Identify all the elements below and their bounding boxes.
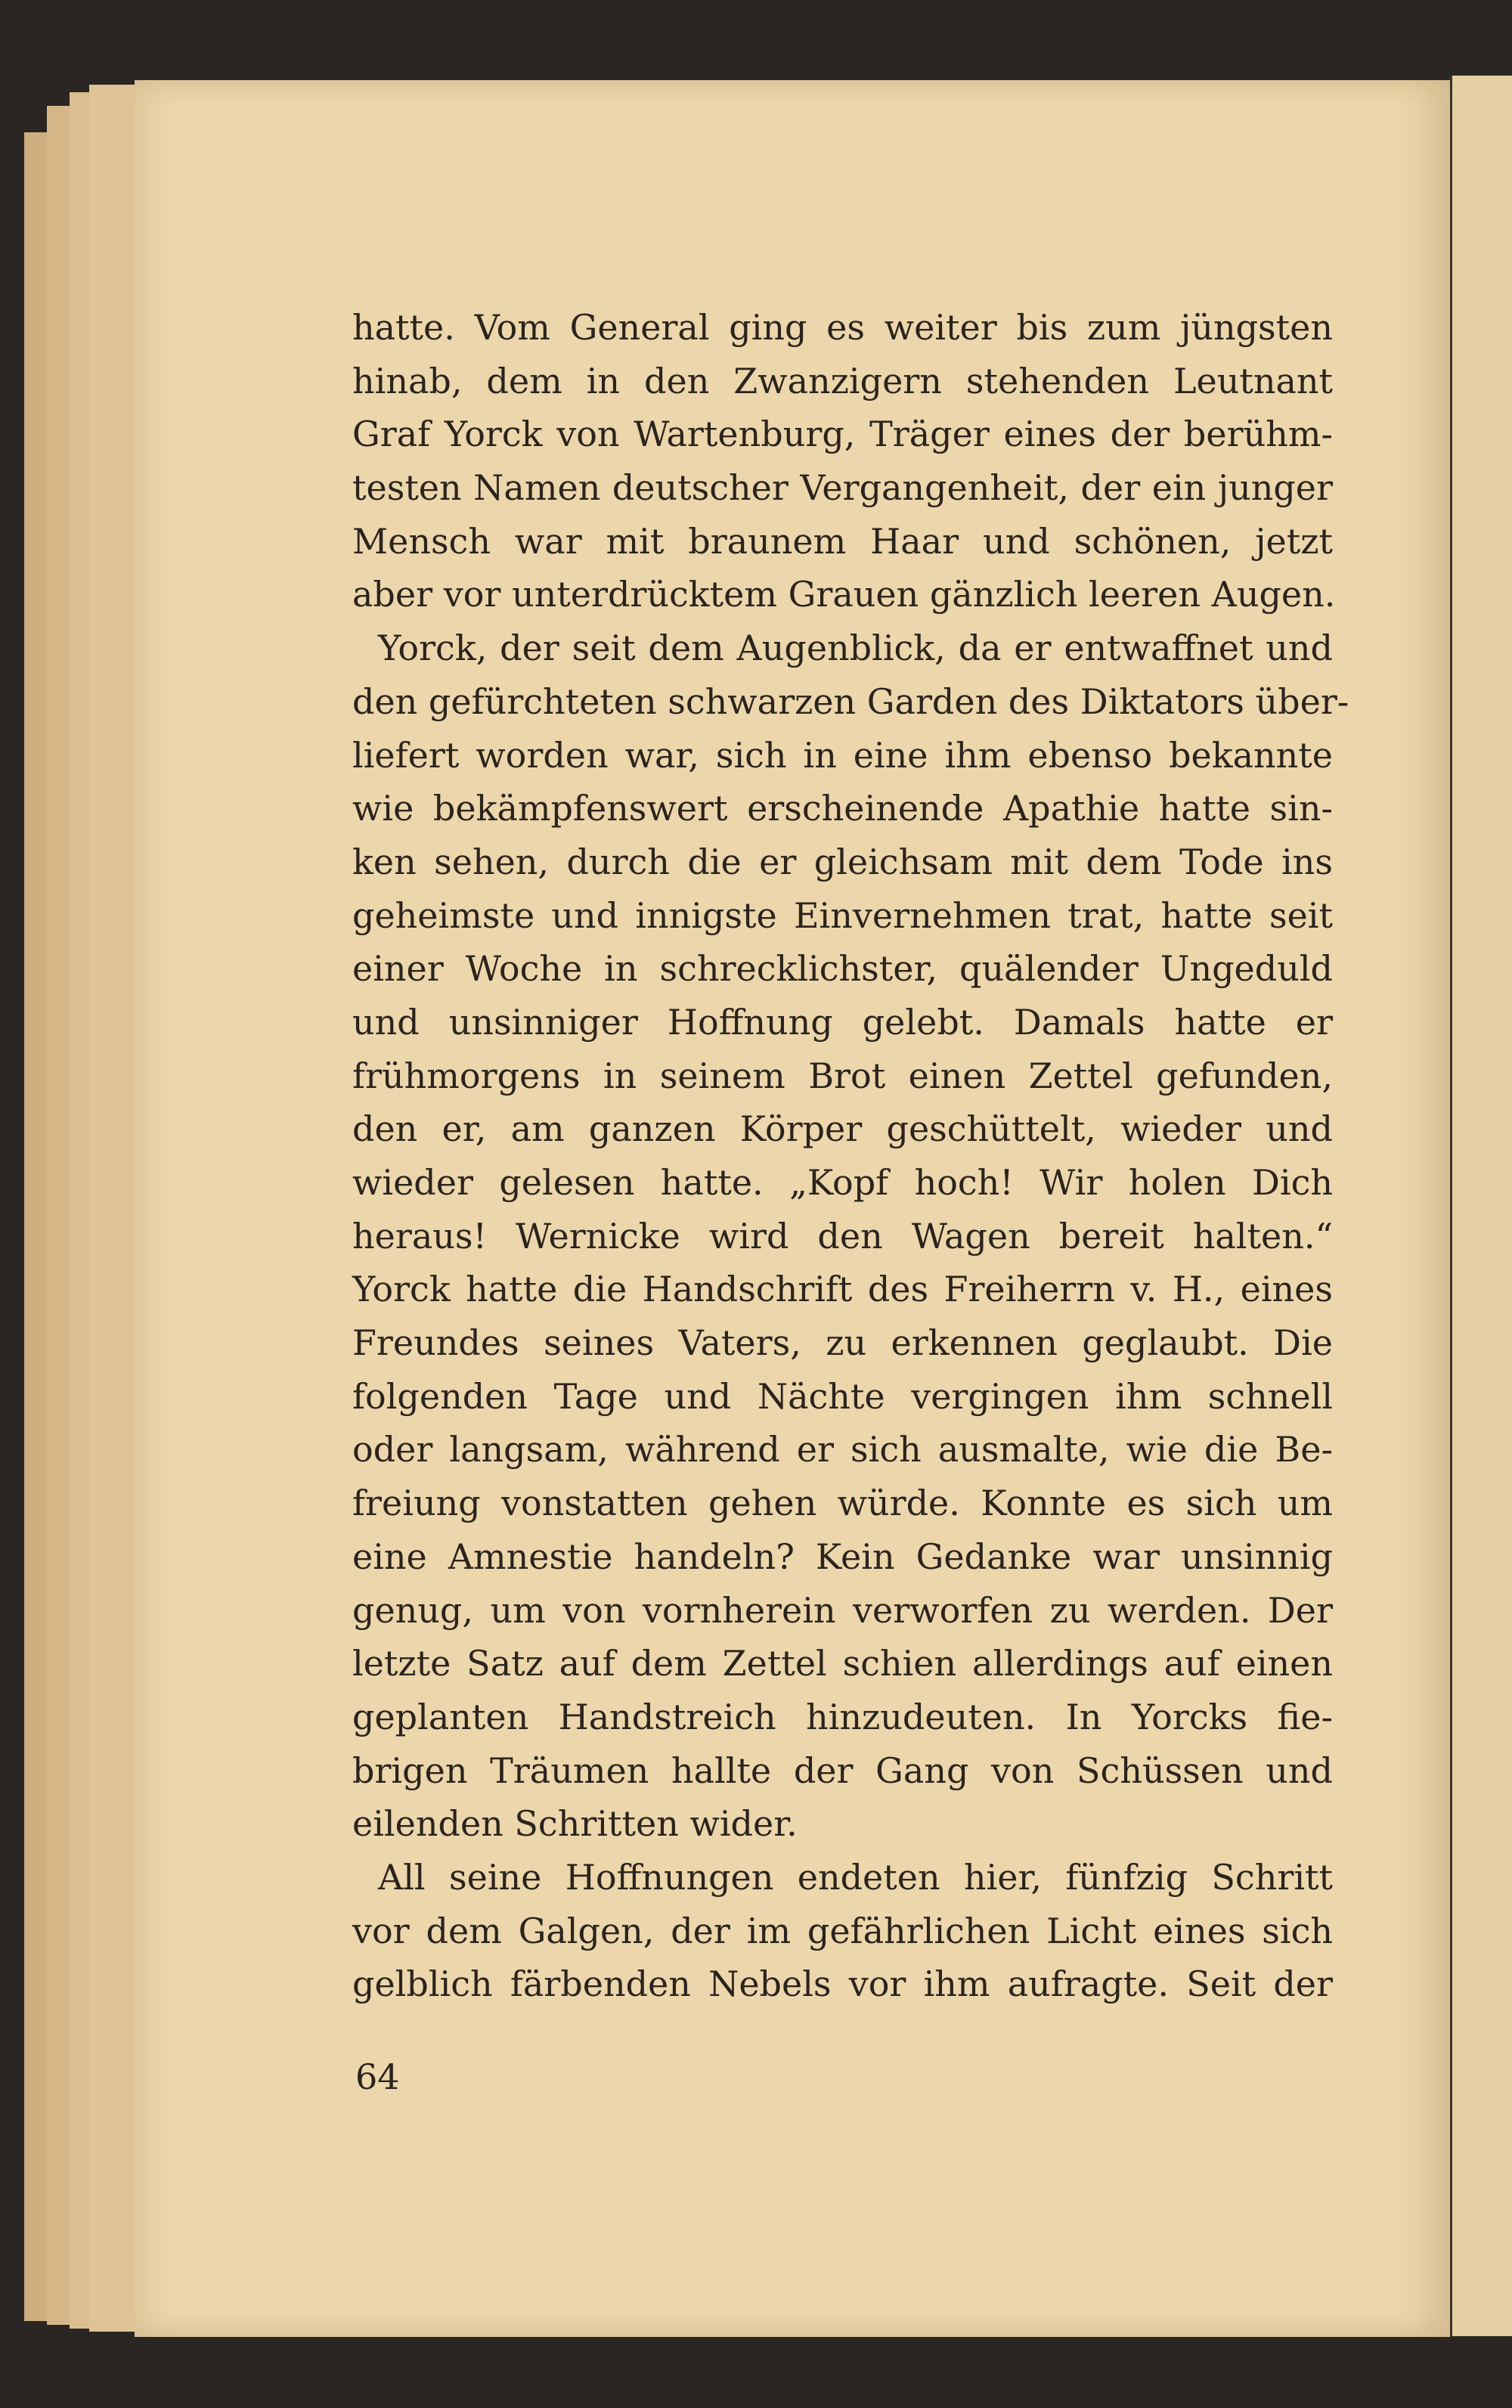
text-line: geheimste und innigste Einvernehmen trat, hatte seit [352, 894, 1333, 936]
text-line: liefert worden war, sich in eine ihm ebenso bekannte [352, 734, 1333, 776]
text-line: eine Amnestie handeln? Kein Gedanke war unsinnig [352, 1536, 1333, 1577]
body-text [352, 301, 1349, 2011]
text-line: den er, am ganzen Körper geschüttelt, wieder und [352, 1108, 1333, 1150]
text-line: eilenden Schritten wider. [352, 1803, 798, 1845]
text-line: wieder gelesen hatte. „Kopf hoch! Wir holen Dich [352, 1162, 1333, 1203]
facing-page-edge [1450, 76, 1512, 2336]
text-line: vor dem Galgen, der im gefährlichen Licht eines sich [352, 1910, 1333, 1951]
text-line: All seine Hoffnungen endeten hier, fünfzig Schritt [378, 1856, 1333, 1898]
text-line: freiung vonstatten gehen würde. Konnte es sich um [352, 1483, 1333, 1524]
text-line: geplanten Handstreich hinzudeuten. In Yorcks fie- [352, 1696, 1333, 1737]
text-line: heraus! Wernicke wird den Wagen bereit halten.“ [352, 1215, 1333, 1257]
text-line: aber vor unterdrücktem Grauen gänzlich leeren Augen. [352, 574, 1336, 615]
text-line: Freundes seines Vaters, zu erkennen geglaubt. Die [352, 1322, 1333, 1364]
text-line: brigen Träumen hallte der Gang von Schüssen und [352, 1749, 1333, 1791]
page-number: 64 [355, 2056, 400, 2097]
text-line: Graf Yorck von Wartenburg, Träger eines der berühm- [352, 414, 1333, 455]
text-line: letzte Satz auf dem Zettel schien allerdings auf einen [352, 1643, 1333, 1684]
text-line: Yorck, der seit dem Augenblick, da er entwaffnet und [378, 628, 1333, 669]
text-line: ken sehen, durch die er gleichsam mit dem Tode ins [352, 841, 1333, 882]
text-line: hatte. Vom General ging es weiter bis zum jüngsten [352, 307, 1333, 348]
text-line: Mensch war mit braunem Haar und schönen, jetzt [352, 520, 1333, 562]
text-line: genug, um von vornherein verworfen zu werden. Der [352, 1589, 1333, 1631]
text-line: gelblich färbenden Nebels vor ihm aufragte. Seit der [352, 1963, 1333, 2005]
text-line: einer Woche in schrecklichster, quälender Ungeduld [352, 948, 1333, 990]
text-line: hinab, dem in den Zwanzigern stehenden Leutnant [352, 360, 1333, 401]
text-line: und unsinniger Hoffnung gelebt. Damals hatte er [352, 1001, 1333, 1043]
text-line: folgenden Tage und Nächte vergingen ihm schnell [352, 1375, 1333, 1417]
text-line: den gefürchteten schwarzen Garden des Diktators über- [352, 680, 1349, 722]
text-line: oder langsam, während er sich ausmalte, wie die Be- [352, 1429, 1333, 1471]
text-line: wie bekämpfenswert erscheinende Apathie hatte sin- [352, 788, 1333, 829]
text-line: testen Namen deutscher Vergangenheit, der ein junger [352, 467, 1333, 509]
text-line: Yorck hatte die Handschrift des Freiherrn v. H., eines [352, 1269, 1333, 1310]
text-line: frühmorgens in seinem Brot einen Zettel gefunden, [352, 1055, 1333, 1096]
